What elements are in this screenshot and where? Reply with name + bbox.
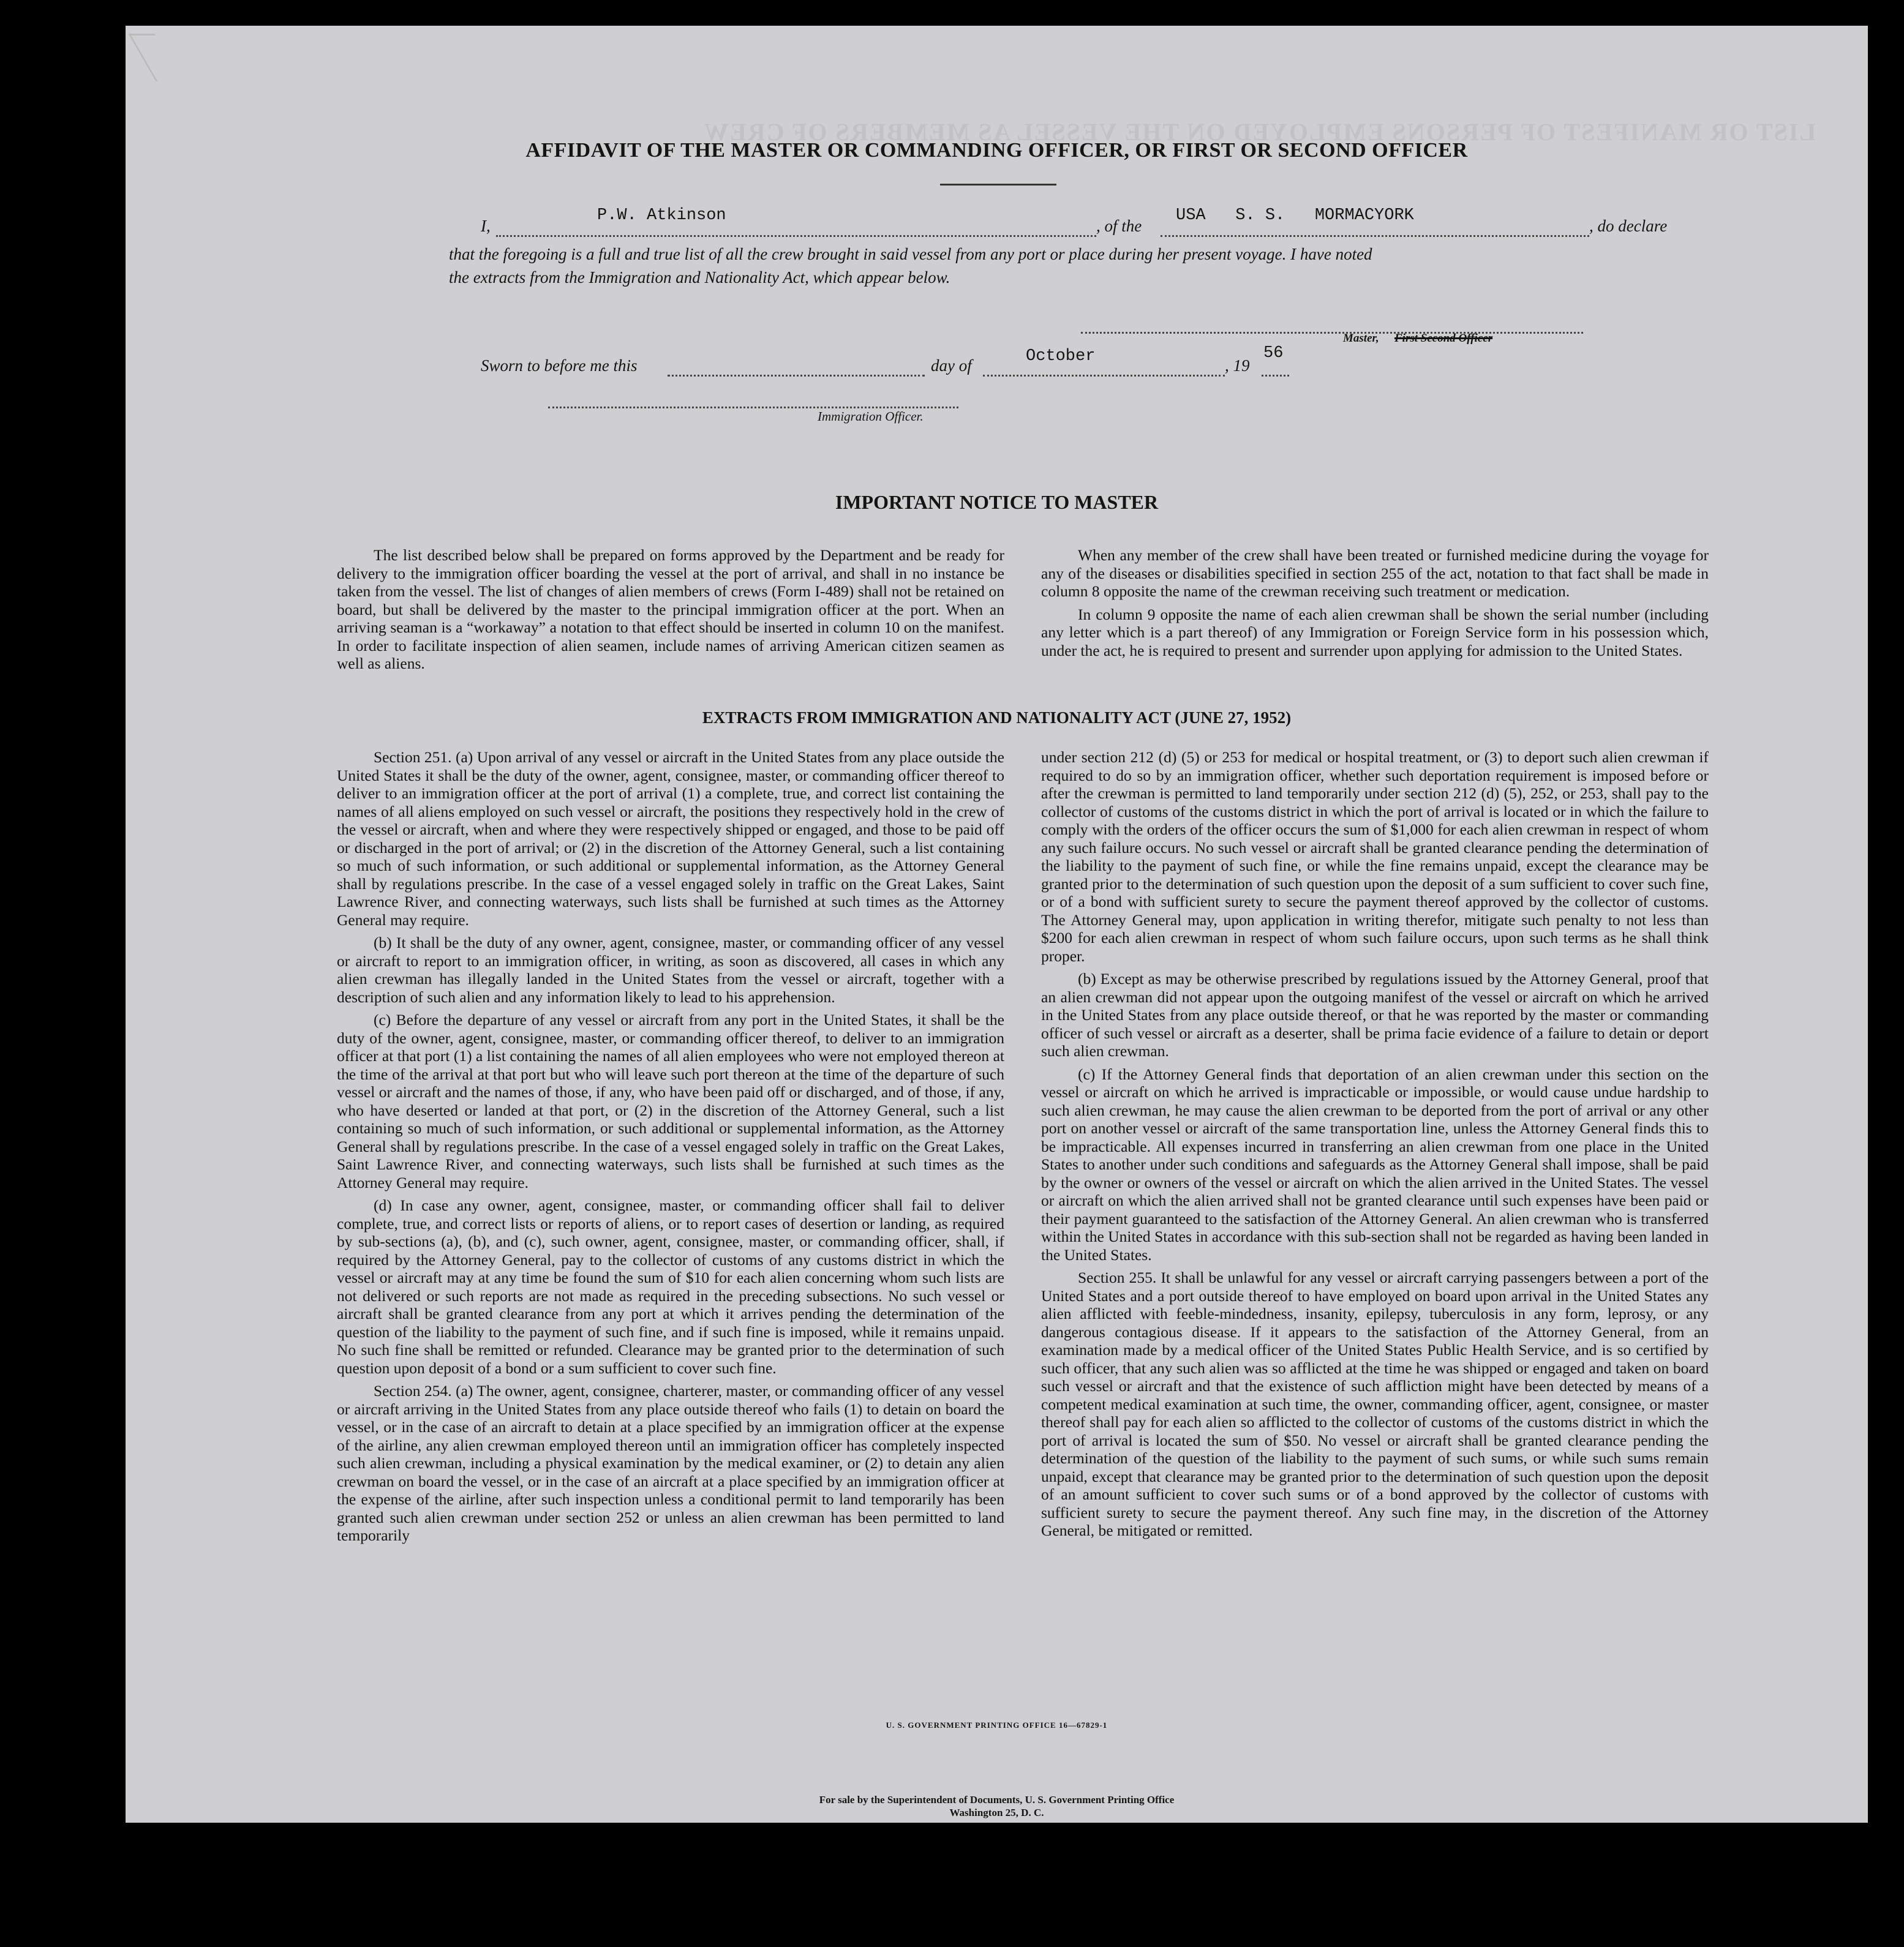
sale-note [126, 1793, 1868, 1819]
of-the-label: , of the [1096, 217, 1142, 235]
form-sheet [126, 26, 1868, 1823]
notice-left-text: The list described below shall be prepared on forms approved by the Department and be ready for delivery to the immigration officer boarding the vessel at the port of arrival, and shall in no instance be taken from the vessel. The list of changes of alien members of crews (Form I-489) shall not be retained on board, but shall be delivered by the master to the principal immigration officer at the port. When an arriving seaman is a “workaway” a notation to that effect should be inserted in column 10 on the manifest. In order to facilitate inspection of alien seamen, include names of arriving American citizen seamen as well as aliens. [337, 546, 1004, 672]
affidavit-i-label: I, [481, 217, 491, 235]
section-251d: (d) In case any owner, agent, consignee, master, or commanding officer shall fail to deliver complete, true, and correct lists or reports of aliens, or to report cases of desertion or landing, as required by sub-sections (a), (b), and (c), such owner, agent, consignee, master, or commanding officer, shall, if required by the Attorney General, pay to the collector of customs of any customs district in which the vessel or aircraft may at any time be found the sum of $10 for each alien concerning whom such lists are not delivered or such reports are not made as required in the preceding subsections. No such vessel or aircraft shall be granted clearance from any port at which it arrives pending the determination of the question of the liability to the payment of such fine, and if such fine is imposed, while it remains unpaid. No such fine shall be remitted or refunded. Clearance may be granted prior to the determination of such question upon deposit of a bond or a sum sufficient to cover such fine. [337, 1196, 1004, 1377]
affidavit-title: AFFIDAVIT OF THE MASTER OR COMMANDING OFFICER, OR FIRST OR SECOND OFFICER [525, 139, 1468, 162]
master-signature-line [1081, 331, 1583, 334]
day-of-label: day of [931, 356, 972, 375]
section-251c: (c) Before the departure of any vessel or aircraft from any port in the United States, it shall be the duty of the owner, agent, consignee, master, or commanding officer thereof, to deliver to an immigration officer at that port (1) a list containing the names of all alien employees who were not employed thereon at the time of the arrival at that port but who will leave such port thereon at the time of the departure of such vessel or aircraft and the names of those, if any, who have been paid off or discharged, and of those, if any, who have deserted or landed at that port, or (2) in the discretion of the Attorney General, such a list containing so much of such information, or such additional or supplemental information, as the Attorney General shall by regulations prescribe. In the case of a vessel engaged solely in traffic on the Great Lakes, Saint Lawrence River, and connecting waterways, such lists shall be furnished at such times as the Attorney General may require. [337, 1011, 1004, 1191]
section-255: Section 255. It shall be unlawful for any vessel or aircraft carrying passengers between a port of the United States and a port outside thereof to have employed on board upon arrival in the United States any alien afflicted with feeble-mindedness, insanity, epilepsy, tuberculosis in any form, leprosy, or any dangerous contagious disease. If it appears to the satisfaction of the Attorney General, from an examination made by a medical officer of the United States Public Health Service, and is so certified by such officer, that any such alien was so afflicted at the time he was shipped or engaged and taken on board such vessel or aircraft and that the existence of such affliction might have been detected by means of a competent medical examination at such time, the owner, commanding officer, agent, consignee, or master thereof shall pay for each alien so afflicted to the collector of customs of the customs district in which the port of arrival is located the sum of $50. No vessel or aircraft shall be granted clearance pending the determination of the question of the liability to the payment of such sums, or while such sums remain unpaid, except that clearance may be granted prior to the determination of such question upon the deposit of an amount sufficient to cover such sums or of a bond approved by the collector of customs with sufficient surety to secure the payment thereof. Any such fine may, in the discretion of the Attorney General, be mitigated or remitted. [1041, 1269, 1709, 1539]
notice-right-text-1: When any member of the crew shall have been treated or furnished medicine during the voyage for any of the diseases or disabilities specified in section 255 of the act, notation to that fact shall be made in column 8 opposite the name of the crewman receiving such treatment or medication. [1041, 546, 1709, 600]
sale-note-line1: For sale by the Superintendent of Documents, U. S. Government Printing Office [819, 1794, 1175, 1806]
section-254a-start: Section 254. (a) The owner, agent, consignee, charterer, master, or commanding officer of any vessel or aircraft arriving in the United States from any place outside thereof who fails (1) to detain on board the vessel, or in the case of an aircraft to detain at a place specified by an immigration officer at the expense of the airline, any alien crewman employed thereon until an immigration officer has completely inspected such alien crewman, including a physical examination by the medical examiner, or (2) to detain any alien crewman on board the vessel, or in the case of an aircraft at a place specified by an immigration officer at the expense of the airline, after such inspection unless a conditional permit to land temporarily has been granted such alien crewman under section 252 or unless an alien crewman has been permitted to land temporarily [337, 1382, 1004, 1544]
notice-right-text-2: In column 9 opposite the name of each alien crewman shall be shown the serial number (including any letter which is a part thereof) of any Immigration or Foreign Service form in his possession which, under the act, he is required to present and surrender upon applying for admission to the United States. [1041, 605, 1709, 659]
master-struck-title: First Second Officer [1394, 332, 1493, 345]
name-line [496, 234, 1096, 237]
section-254a-continued: under section 212 (d) (5) or 253 for medical or hospital treatment, or (3) to deport such alien crewman if required to do so by an immigration officer, whether such deportation requirement is imposed before or after the crewman is permitted to land temporarily under section 212 (d) (5), 252, or 253, shall pay to the collector of customs of the customs district in which the port of arrival is located or in which the failure to comply with the orders of the officer occurs the sum of $1,000 for each alien crewman in respect of whom any such failure occurs. No such vessel or aircraft shall be granted clearance pending the determination of the liability to the payment of such fine, or while the fine remains unpaid, except the clearance may be granted prior to the determination of such question upon the deposit of a sum sufficient to cover such fine, or of a bond with sufficient surety to secure the payment thereof approved by the collector of customs. The Attorney General may, upon application in writing therefor, mitigate such penalty to not less than $200 for each alien crewman in respect of whom such failure occurs, upon such terms as he shall think proper. [1041, 748, 1709, 965]
notice-title: IMPORTANT NOTICE TO MASTER [835, 491, 1159, 513]
sworn-day-line [668, 373, 925, 377]
sworn-label: Sworn to before me this [481, 356, 638, 375]
vessel-line [1161, 234, 1589, 237]
section-251b: (b) It shall be the duty of any owner, agent, consignee, master, or commanding officer of any vessel or aircraft to report to an immigration officer, in writing, as soon as discovered, all cases in which any alien crewman has illegally landed in the United States from the vessel or aircraft, together with a description of such alien and any information likely to lead to his apprehension. [337, 934, 1004, 1006]
affidavit-statement-line2: the extracts from the Immigration and Nationality Act, which appear below. [449, 268, 950, 287]
declare-label: , do declare [1589, 217, 1668, 235]
year-line [1262, 373, 1289, 377]
sale-note-line2: Washington 25, D. C. [949, 1807, 1044, 1818]
master-label: Master, [1343, 332, 1379, 345]
year-prefix: , 19 [1225, 356, 1250, 375]
section-251a: Section 251. (a) Upon arrival of any vessel or aircraft in the United States from any place outside the United States it shall be the duty of the owner, agent, consignee, master, or commanding officer thereof to deliver to an immigration officer at the port of arrival (1) a complete, true, and correct list containing the names of all aliens employed on such vessel or aircraft, the positions they respectively hold in the crew of the vessel or aircraft, when and where they were respectively shipped or engaged, and those to be paid off or discharged in the port of arrival; or (2) in the discretion of the Attorney General, such a list containing so much of such information, or such additional or supplemental information, as the Attorney General shall by regulations prescribe. In the case of a vessel engaged solely in traffic on the Great Lakes, Saint Lawrence River, and connecting waterways, such lists shall be furnished at such times as the Attorney General may require. [337, 748, 1004, 929]
vessel-name[interactable]: USA S. S. MORMACYORK [1176, 206, 1414, 225]
master-name[interactable]: P.W. Atkinson [597, 206, 726, 225]
notice-left-paragraph [337, 546, 1004, 678]
section-254c: (c) If the Attorney General finds that deportation of an alien crewman under this section on the vessel or aircraft on which he arrived is impracticable or impossible, or would cause undue hardship to such alien crewman, he may cause the alien crewman to be deported from the port of arrival or any other port on another vessel or aircraft of the same transportation line, unless the Attorney General finds this to be impracticable. All expenses incurred in transferring an alien crewman from one place in the United States to another under such conditions and safeguards as the Attorney General shall impose, shall be paid by the owner or owners of the vessel or aircraft on which the alien arrived in the United States. The vessel or aircraft on which the alien arrived shall not be granted clearance until such expenses have been paid or their payment guaranteed to the satisfaction of the Attorney General. An alien crewman who is transferred within the United States in accordance with this sub-section shall not be regarded as having been landed in the United States. [1041, 1065, 1709, 1264]
notice-right-paragraphs [1041, 546, 1709, 664]
immigration-officer-line [548, 405, 958, 408]
section-254b: (b) Except as may be otherwise prescribed by regulations issued by the Attorney General, proof that an alien crewman did not appear upon the outgoing manifest of the vessel or aircraft on which he arrived in the United States from any place outside thereof, or that he was reported by the master or commanding officer of such vessel or aircraft as a deserter, shall be prima facie evidence of a failure to detain or deport such alien crewman. [1041, 970, 1709, 1060]
sworn-month[interactable]: October [1026, 347, 1096, 366]
affidavit-statement-line1: that the foregoing is a full and true list of all the crew brought in said vessel from any port or place during her present voyage. I have noted [449, 245, 1372, 263]
extracts-left-column [337, 748, 1004, 1550]
title-divider [940, 184, 1056, 186]
gpo-imprint: U. S. GOVERNMENT PRINTING OFFICE 16—67829-1 [886, 1720, 1108, 1730]
bleed-through-header: LIST OR MANIFEST OF PERSONS EMPLOYED ON THE VESSEL AS MEMBERS OF CREW [703, 118, 1816, 146]
extracts-title: EXTRACTS FROM IMMIGRATION AND NATIONALITY ACT (JUNE 27, 1952) [702, 708, 1292, 727]
extracts-right-column [1041, 748, 1709, 1545]
month-line [983, 373, 1225, 377]
sworn-year[interactable]: 56 [1263, 344, 1284, 362]
immigration-officer-label: Immigration Officer. [818, 409, 924, 424]
